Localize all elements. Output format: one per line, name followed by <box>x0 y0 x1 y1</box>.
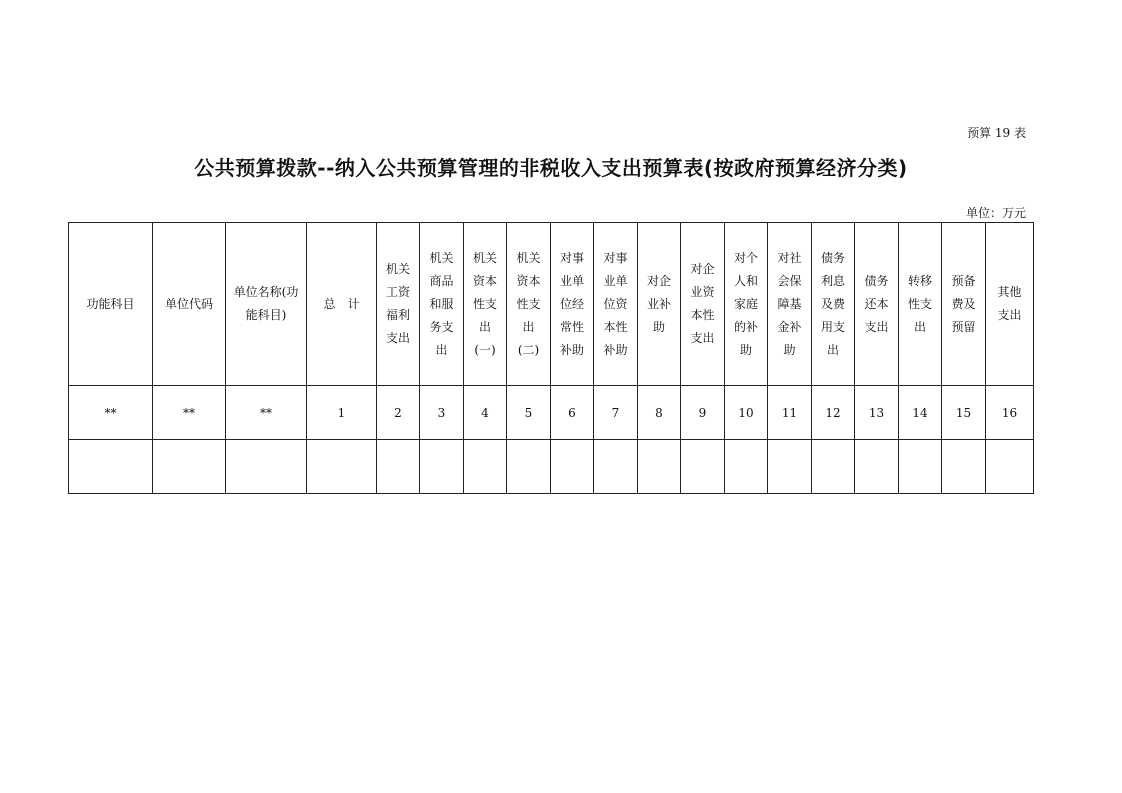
column-number-cell: 6 <box>551 386 594 440</box>
column-header <box>507 223 551 386</box>
column-header <box>768 223 812 386</box>
column-header-line: 支出 <box>690 331 715 345</box>
table-cell <box>153 440 226 494</box>
column-header-line: 补助 <box>559 342 584 357</box>
column-header-line: 会保 <box>777 273 802 288</box>
column-header-line: 对事 <box>559 250 584 265</box>
table-cell <box>768 440 812 494</box>
table-cell <box>942 440 986 494</box>
table-row <box>69 440 1034 494</box>
column-header-line: 业资 <box>690 285 715 299</box>
unit-label: 单位：万元 <box>965 206 1026 220</box>
column-header-line: 常性 <box>559 319 584 334</box>
column-header-line: 性支 <box>907 296 932 311</box>
column-header <box>638 223 681 386</box>
column-header-line: 单位名称(功 <box>233 285 299 299</box>
column-header <box>855 223 899 386</box>
table-cell <box>307 440 377 494</box>
column-header-line: 商品 <box>429 273 454 288</box>
column-number-cell: 4 <box>464 386 507 440</box>
column-header-line: 支出 <box>997 308 1022 322</box>
column-number-row <box>69 386 1034 440</box>
table-cell <box>986 440 1034 494</box>
column-header <box>420 223 464 386</box>
column-header-line: 家庭 <box>733 296 758 311</box>
column-number-cell: 7 <box>594 386 638 440</box>
column-header-line: 业补 <box>646 296 671 311</box>
column-header-line: 人和 <box>733 273 758 288</box>
column-header-line: 对个 <box>733 250 758 265</box>
table-cell <box>681 440 725 494</box>
column-header-line: 务支 <box>429 319 454 334</box>
column-header-line: 工资 <box>385 285 410 299</box>
table-cell <box>899 440 942 494</box>
column-header-line: 对企 <box>646 273 671 288</box>
column-header <box>812 223 855 386</box>
column-number-cell: 5 <box>507 386 551 440</box>
column-number-cell: 2 <box>377 386 420 440</box>
column-header <box>226 223 307 386</box>
table-cell <box>594 440 638 494</box>
column-header-line: 用支 <box>820 319 845 334</box>
column-header-line: 业单 <box>559 273 584 288</box>
column-number-cell: ** <box>69 386 153 440</box>
column-header-line: 出 <box>435 342 448 357</box>
column-header-line: 资本 <box>516 273 541 288</box>
column-header-line: 出 <box>478 319 491 334</box>
column-header-line: 单位代码 <box>164 296 213 311</box>
column-header-line: 的补 <box>733 319 758 334</box>
column-header-line: (二) <box>517 342 540 357</box>
table-cell <box>507 440 551 494</box>
column-header-line: 业单 <box>603 273 628 288</box>
column-header-line: 对社 <box>777 250 802 265</box>
table-cell <box>377 440 420 494</box>
column-header-line: 出 <box>913 319 926 334</box>
column-number-cell: ** <box>153 386 226 440</box>
column-header-line: 出 <box>826 342 839 357</box>
column-header-line: 位经 <box>559 296 584 311</box>
column-header-line: 助 <box>739 342 752 357</box>
table-cell <box>464 440 507 494</box>
column-header-line: 助 <box>783 342 796 357</box>
column-header-line: 转移 <box>907 273 932 288</box>
table-cell <box>226 440 307 494</box>
column-header <box>377 223 420 386</box>
column-header-line: 支出 <box>385 331 410 345</box>
column-header-line: 费及 <box>951 296 976 311</box>
column-number-cell: 14 <box>899 386 942 440</box>
column-header-line: 机关 <box>516 250 541 265</box>
column-header-line: 能科目) <box>245 308 287 322</box>
column-header <box>986 223 1034 386</box>
column-number-cell: 15 <box>942 386 986 440</box>
column-header <box>594 223 638 386</box>
column-header-line: 功能科目 <box>86 296 135 311</box>
column-header <box>551 223 594 386</box>
column-header-line: 机关 <box>385 262 410 276</box>
column-header-line: 利息 <box>820 273 845 288</box>
column-header <box>681 223 725 386</box>
column-header-line: 本性 <box>603 319 628 334</box>
column-header-line: 其他 <box>997 285 1022 299</box>
column-header-line: 债务 <box>864 273 889 288</box>
column-header-line: 债务 <box>820 250 845 265</box>
column-header <box>307 223 377 386</box>
column-header-line: 资本 <box>472 273 497 288</box>
column-header-line: (一) <box>474 342 496 357</box>
column-header-line: 对事 <box>603 250 628 265</box>
budget-table <box>68 222 1034 494</box>
column-header-line: 本性 <box>690 308 715 322</box>
column-number-cell: 3 <box>420 386 464 440</box>
column-header <box>69 223 153 386</box>
column-header-line: 助 <box>652 319 665 334</box>
column-number-cell: 8 <box>638 386 681 440</box>
table-cell <box>638 440 681 494</box>
column-number-cell: 13 <box>855 386 899 440</box>
column-number-cell: ** <box>226 386 307 440</box>
form-number: 预算 19 表 <box>967 126 1026 140</box>
column-number-cell: 11 <box>768 386 812 440</box>
column-header <box>725 223 768 386</box>
column-number-cell: 12 <box>812 386 855 440</box>
table-cell <box>725 440 768 494</box>
column-header-line: 预备 <box>951 273 976 288</box>
page-title: 公共预算拨款--纳入公共预算管理的非税收入支出预算表(按政府预算经济分类) <box>194 156 908 180</box>
column-header-line: 还本 <box>864 296 889 311</box>
column-number-cell: 1 <box>307 386 377 440</box>
column-header-line: 位资 <box>603 296 628 311</box>
column-header-line: 补助 <box>603 342 628 357</box>
column-header-line: 总 计 <box>323 296 360 311</box>
column-header-line: 出 <box>522 319 535 334</box>
column-header <box>153 223 226 386</box>
column-header-line: 性支 <box>472 296 497 311</box>
column-header-line: 支出 <box>864 319 889 334</box>
column-header-line: 机关 <box>472 250 497 265</box>
column-number-cell: 9 <box>681 386 725 440</box>
column-number-cell: 10 <box>725 386 768 440</box>
column-header-line: 预留 <box>951 319 976 334</box>
table-cell <box>69 440 153 494</box>
table-cell <box>551 440 594 494</box>
column-header-line: 性支 <box>516 296 541 311</box>
column-header-line: 对企 <box>690 262 715 276</box>
column-number-cell: 16 <box>986 386 1034 440</box>
column-header-line: 及费 <box>820 296 845 311</box>
header-row <box>69 223 1034 386</box>
column-header <box>899 223 942 386</box>
column-header <box>942 223 986 386</box>
column-header-line: 机关 <box>429 250 454 265</box>
column-header-line: 福利 <box>385 308 410 322</box>
table-cell <box>855 440 899 494</box>
table-cell <box>812 440 855 494</box>
table-cell <box>420 440 464 494</box>
column-header-line: 金补 <box>777 319 802 334</box>
column-header-line: 障基 <box>777 296 802 311</box>
column-header <box>464 223 507 386</box>
column-header-line: 和服 <box>429 296 454 311</box>
